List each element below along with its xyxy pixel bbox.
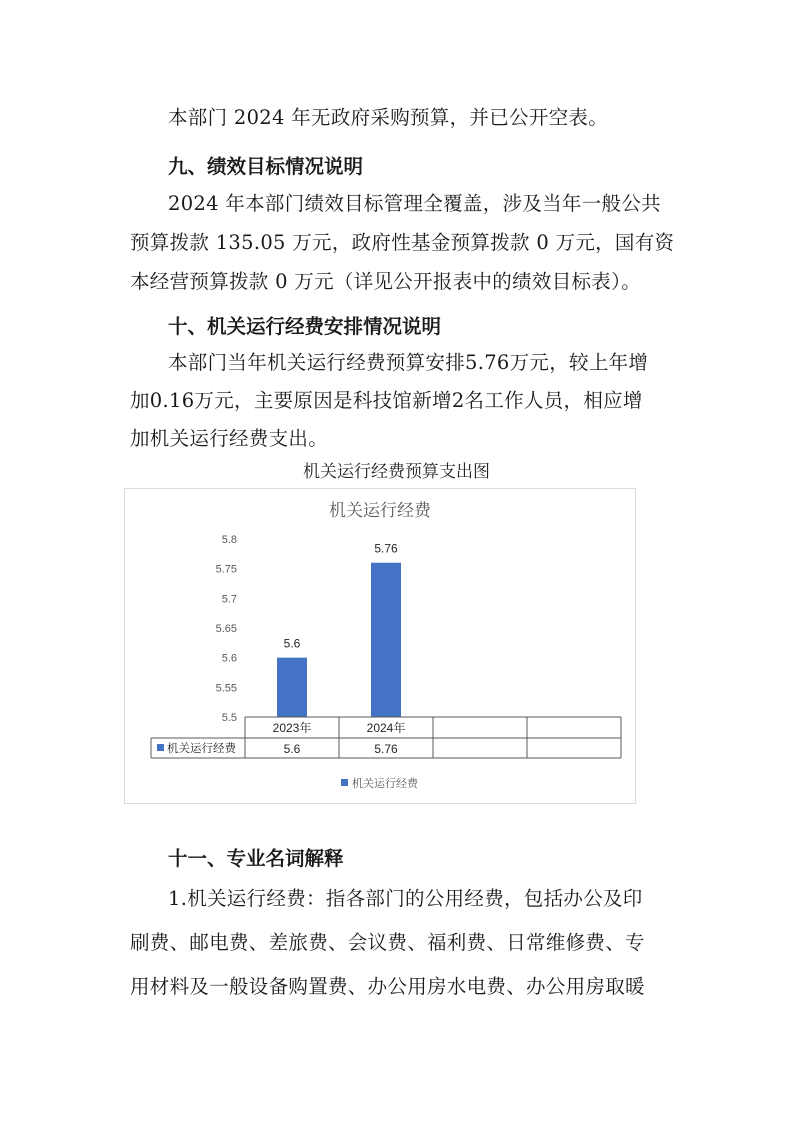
section-heading-11: 十一、专业名词解释 xyxy=(168,847,344,870)
y-tick-label: 5.75 xyxy=(215,563,237,576)
y-tick-label: 5.65 xyxy=(215,623,237,635)
chart-caption: 机关运行经费预算支出图 xyxy=(303,462,490,482)
table-value: 5.6 xyxy=(283,742,301,756)
paragraph-line: 本部门 2024 年无政府采购预算，并已公开空表。 xyxy=(168,106,609,129)
y-tick-label: 5.7 xyxy=(221,593,237,606)
paragraph-line: 本经营预算拨款 0 万元（详见公开报表中的绩效目标表）。 xyxy=(130,270,641,293)
paragraph-line: 本部门当年机关运行经费预算安排5.76万元，较上年增 xyxy=(168,351,649,374)
bar-chart xyxy=(125,489,635,803)
section-heading-9: 九、绩效目标情况说明 xyxy=(168,155,364,178)
bar xyxy=(277,658,307,717)
paragraph-line: 刷费、邮电费、差旅费、会议费、福利费、日常维修费、专 xyxy=(130,931,645,954)
paragraph-line: 加机关运行经费支出。 xyxy=(130,427,329,450)
paragraph-line: 2024 年本部门绩效目标管理全覆盖，涉及当年一般公共 xyxy=(168,192,661,215)
data-label: 5.6 xyxy=(283,636,301,651)
y-tick-label: 5.55 xyxy=(215,682,237,695)
y-tick-label: 5.8 xyxy=(221,534,237,546)
category-label: 2023年 xyxy=(272,721,312,735)
chart-title: 机关运行经费 xyxy=(329,501,431,520)
legend-key xyxy=(341,779,348,786)
paragraph-line: 1.机关运行经费：指各部门的公用经费，包括办公及印 xyxy=(168,887,643,910)
section-heading-10: 十、机关运行经费安排情况说明 xyxy=(168,315,442,338)
bar xyxy=(371,563,401,717)
legend-label: 机关运行经费 xyxy=(352,778,418,790)
paragraph-line: 预算拨款 135.05 万元，政府性基金预算拨款 0 万元，国有资 xyxy=(130,231,675,254)
paragraph-line: 用材料及一般设备购置费、办公用房水电费、办公用房取暖 xyxy=(130,975,645,998)
legend-key xyxy=(157,744,164,751)
category-label: 2024年 xyxy=(366,721,406,735)
y-tick-label: 5.6 xyxy=(221,652,237,665)
table-value: 5.76 xyxy=(374,742,398,756)
data-label: 5.76 xyxy=(374,541,398,556)
y-tick-label: 5.5 xyxy=(221,712,237,724)
paragraph-line: 加0.16万元，主要原因是科技馆新增2名工作人员，相应增 xyxy=(130,389,643,412)
chart-container xyxy=(124,488,636,804)
series-name: 机关运行经费 xyxy=(167,743,236,755)
